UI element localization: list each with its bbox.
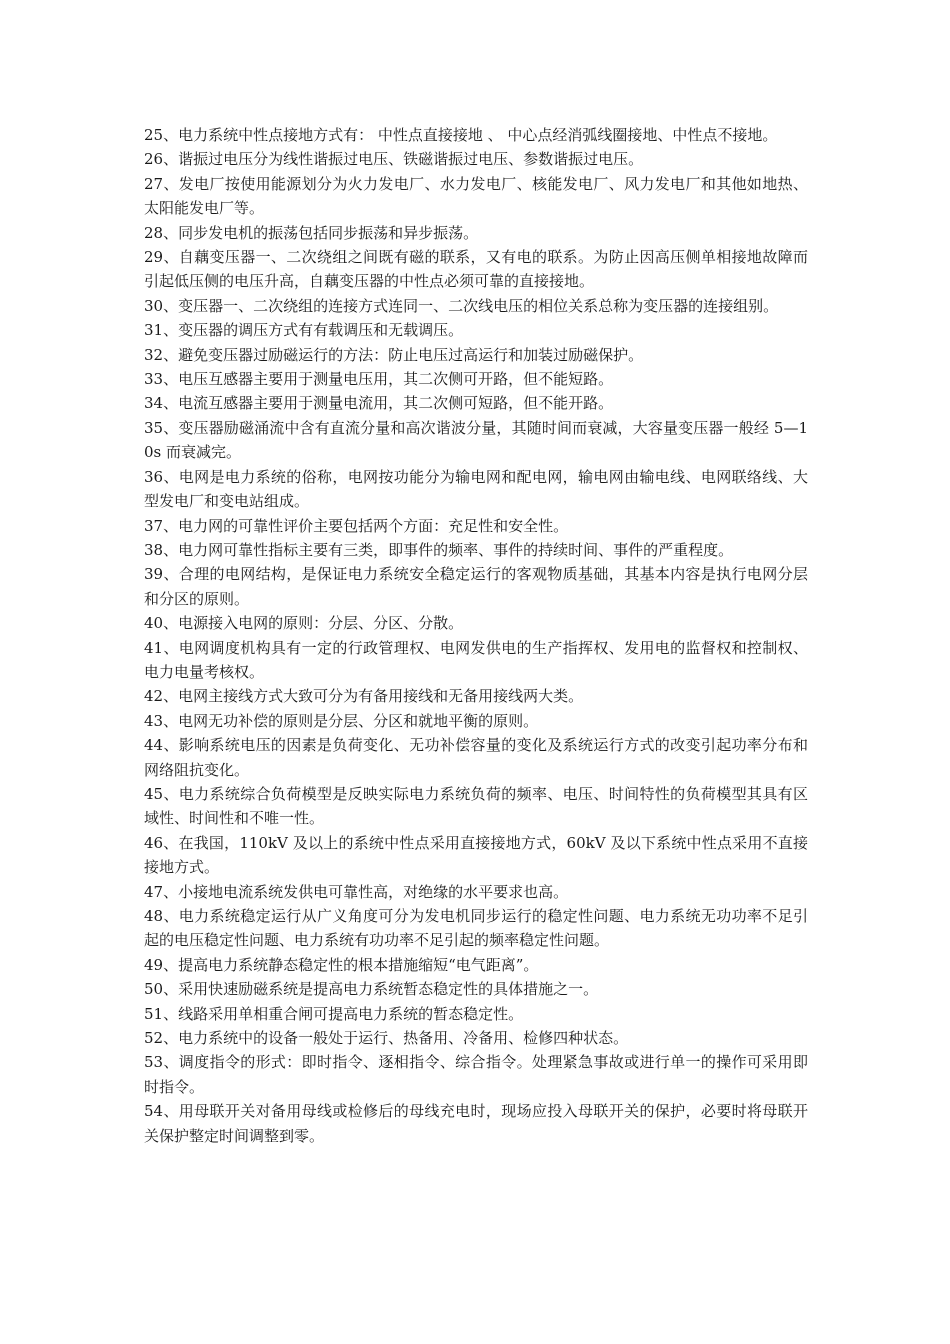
list-item: 42、电网主接线方式大致可分为有备用接线和无备用接线两大类。 <box>144 687 584 706</box>
list-item: 40、电源接入电网的原则：分层、分区、分散。 <box>144 614 464 633</box>
list-item: 26、谐振过电压分为线性谐振过电压、铁磁谐振过电压、参数谐振过电压。 <box>144 150 644 169</box>
list-item: 53、调度指令的形式：即时指令、逐相指令、综合指令。处理紧急事故或进行单一的操作可采用即时指令。 <box>144 1053 808 1096</box>
list-item: 44、影响系统电压的因素是负荷变化、无功补偿容量的变化及系统运行方式的改变引起功率分布和网络阻抗变化。 <box>144 736 808 779</box>
list-item: 43、电网无功补偿的原则是分层、分区和就地平衡的原则。 <box>144 711 539 730</box>
list-item: 41、电网调度机构具有一定的行政管理权、电网发供电的生产指挥权、发用电的监督权和控制权、电力电量考核权。 <box>144 638 808 681</box>
list-item: 32、避免变压器过励磁运行的方法：防止电压过高运行和加装过励磁保护。 <box>144 345 644 364</box>
list-item: 50、采用快速励磁系统是提高电力系统暂态稳定性的具体措施之一。 <box>144 980 599 999</box>
list-item: 52、电力系统中的设备一般处于运行、热备用、冷备用、检修四种状态。 <box>144 1029 629 1048</box>
list-item: 34、电流互感器主要用于测量电流用，其二次侧可短路，但不能开路。 <box>144 394 614 413</box>
list-item: 38、电力网可靠性指标主要有三类，即事件的频率、事件的持续时间、事件的严重程度。 <box>144 540 734 559</box>
list-item: 31、变压器的调压方式有有载调压和无载调压。 <box>144 321 464 340</box>
list-item: 37、电力网的可靠性评价主要包括两个方面：充足性和安全性。 <box>144 516 569 535</box>
list-item: 27、发电厂按使用能源划分为火力发电厂、水力发电厂、核能发电厂、风力发电厂和其他如地热、太阳能发电厂等。 <box>144 174 808 218</box>
list-item: 30、变压器一、二次绕组的连接方式连同一、二次线电压的相位关系总称为变压器的连接组别。 <box>144 296 779 315</box>
document-body <box>144 123 808 1148</box>
list-item: 39、合理的电网结构，是保证电力系统安全稳定运行的客观物质基础，其基本内容是执行电网分层和分区的原则。 <box>144 565 808 608</box>
list-item: 46、在我国，110kV 及以上的系统中性点采用直接接地方式，60kV 及以下系统中性点采用不直接接地方式。 <box>144 833 808 877</box>
list-item: 28、同步发电机的振荡包括同步振荡和异步振荡。 <box>144 223 479 242</box>
list-item: 29、自藕变压器一、二次绕组之间既有磁的联系，又有电的联系。为防止因高压侧单相接地故障而引起低压侧的电压升高，自藕变压器的中性点必须可靠的直接接地。 <box>144 248 808 291</box>
list-item: 45、电力系统综合负荷模型是反映实际电力系统负荷的频率、电压、时间特性的负荷模型其具有区域性、时间性和不唯一性。 <box>144 784 808 828</box>
list-item: 25、电力系统中性点接地方式有： 中性点直接接地 、 中心点经消弧线圈接地、中性点不接地。 <box>144 126 778 144</box>
list-item: 51、线路采用单相重合闸可提高电力系统的暂态稳定性。 <box>144 1004 524 1023</box>
list-item: 33、电压互感器主要用于测量电压用，其二次侧可开路，但不能短路。 <box>144 370 614 389</box>
list-item: 49、提高电力系统静态稳定性的根本措施缩短“电气距离”。 <box>144 955 539 974</box>
list-item: 48、电力系统稳定运行从广义角度可分为发电机同步运行的稳定性问题、电力系统无功功率不足引起的电压稳定性问题、电力系统有功功率不足引起的频率稳定性问题。 <box>144 907 808 950</box>
list-item: 54、用母联开关对备用母线或检修后的母线充电时，现场应投入母联开关的保护，必要时将母联开关保护整定时间调整到零。 <box>144 1102 808 1145</box>
list-item: 36、电网是电力系统的俗称，电网按功能分为输电网和配电网，输电网由输电线、电网联络线、大型发电厂和变电站组成。 <box>144 467 808 511</box>
list-item: 47、小接地电流系统发供电可靠性高，对绝缘的水平要求也高。 <box>144 882 569 901</box>
list-item: 35、变压器励磁涌流中含有直流分量和高次谐波分量，其随时间而衰减，大容量变压器一般经 5—10s 而衰减完。 <box>144 418 808 462</box>
